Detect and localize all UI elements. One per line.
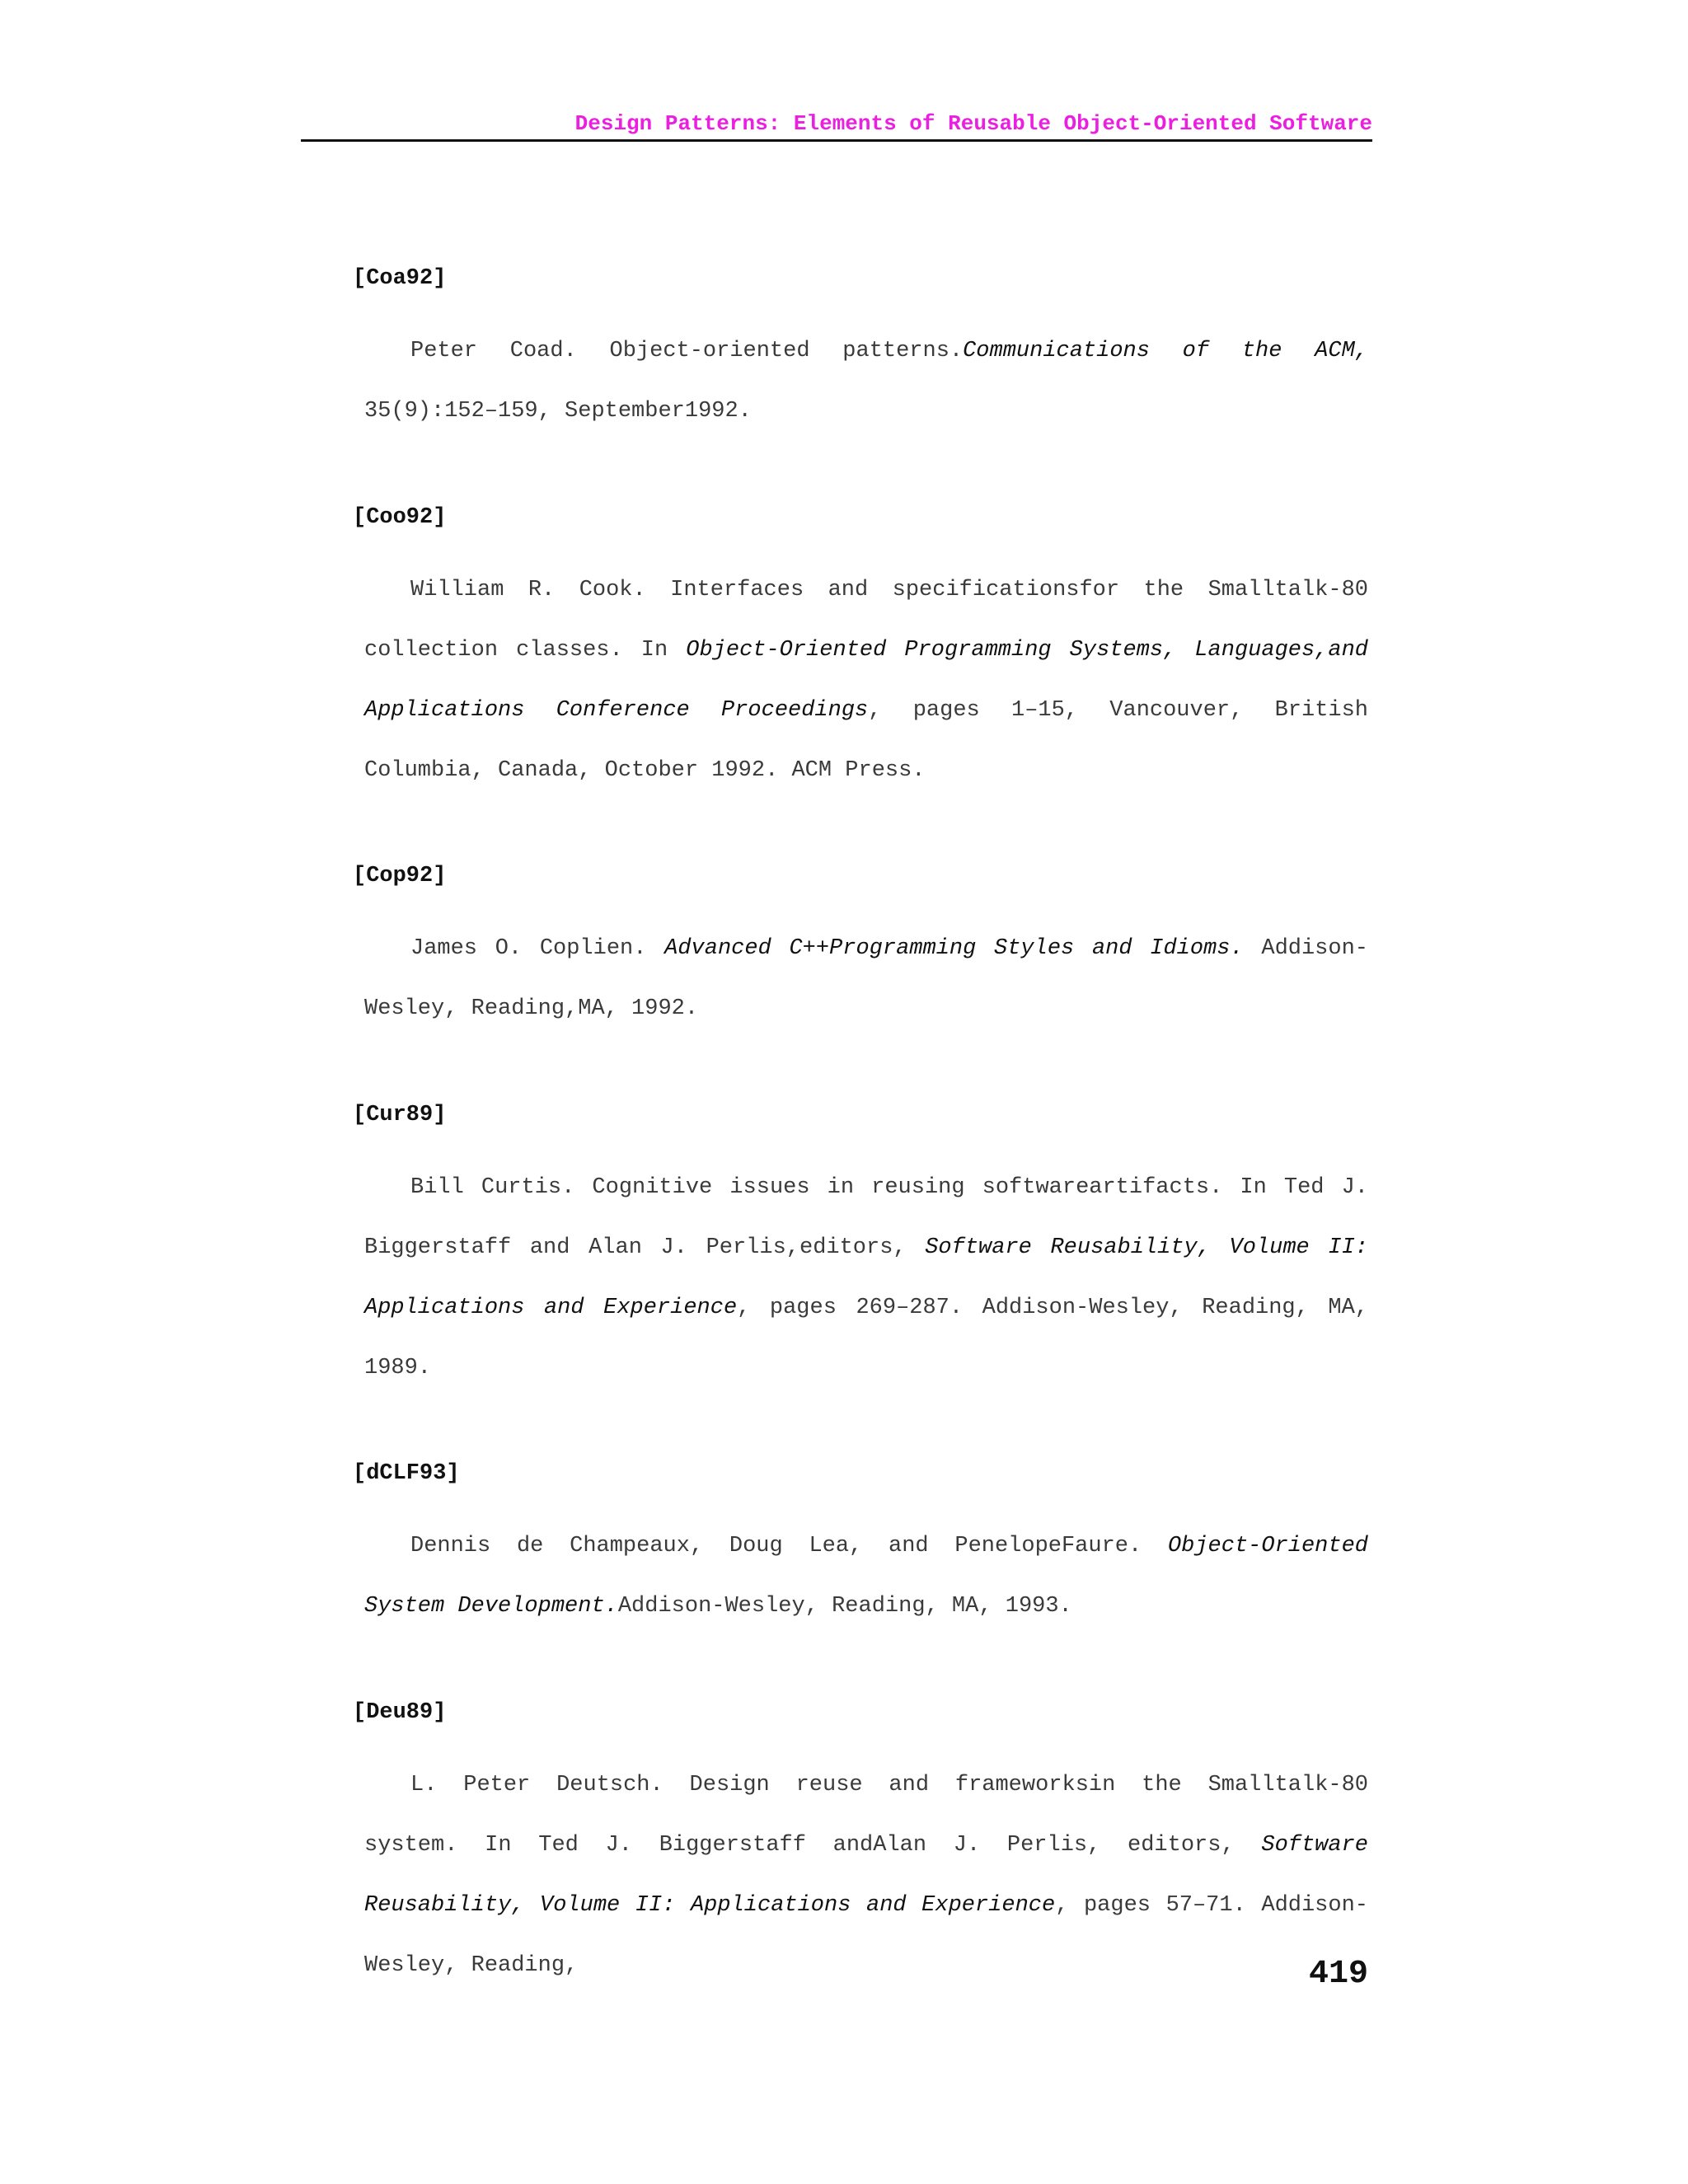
reference-text xyxy=(364,321,1368,442)
page-number: 419 xyxy=(1308,1956,1368,1993)
reference-entry-cur89 xyxy=(353,1099,1368,1399)
reference-text-italic: Software Reusability, Volume II: Applications and Experience xyxy=(364,1833,1368,1918)
reference-text-plain: 35(9):152–159, September1992. xyxy=(364,399,752,424)
reference-text-plain: Peter Coad. Object-oriented patterns. xyxy=(410,339,964,363)
reference-text-italic: Object-Oriented Programming Systems, Languages,and Applications Conference Proceedings xyxy=(364,638,1368,723)
reference-text-plain: Addison-Wesley, Reading, MA, 1993. xyxy=(617,1594,1072,1619)
reference-entry-coo92 xyxy=(353,501,1368,801)
reference-text xyxy=(364,1516,1368,1637)
reference-text-plain: Dennis de Champeaux, Doug Lea, and PenelopeFaure. xyxy=(410,1534,1168,1558)
reference-text-plain: William R. Cook. Interfaces and specificationsfor the Smalltalk-80 collection classes. In xyxy=(364,578,1368,663)
reference-entry-cop92 xyxy=(353,860,1368,1039)
reference-text xyxy=(364,560,1368,801)
running-header: Design Patterns: Elements of Reusable Object-Oriented Software xyxy=(574,111,1372,136)
reference-text-plain: , pages 269–287. Addison-Wesley, Reading, MA, 1989. xyxy=(364,1296,1368,1380)
reference-text-italic: Advanced C++Programming Styles and Idioms. xyxy=(664,936,1244,961)
reference-text-italic: Communications of the ACM, xyxy=(963,339,1368,363)
reference-text-plain: L. Peter Deutsch. Design reuse and frameworksin the Smalltalk-80 system. In Ted J. Biggerstaff andAlan J. Perlis, editors, xyxy=(364,1773,1368,1858)
reference-text xyxy=(364,919,1368,1039)
reference-key: [dCLF93] xyxy=(353,1461,460,1486)
reference-key: [Coo92] xyxy=(353,505,447,530)
reference-text-plain: Bill Curtis. Cognitive issues in reusing softwareartifacts. In Ted J. Biggerstaff and Alan J. Perlis,editors, xyxy=(364,1175,1368,1260)
reference-key: [Cop92] xyxy=(353,864,447,888)
reference-text-plain: James O. Coplien. xyxy=(410,936,665,961)
reference-key: [Deu89] xyxy=(353,1700,447,1725)
reference-key: [Coa92] xyxy=(353,266,447,291)
reference-text-plain: , pages 57–71. Addison-Wesley, Reading, xyxy=(364,1893,1368,1978)
reference-entry-coa92 xyxy=(353,262,1368,442)
reference-key: [Cur89] xyxy=(353,1103,447,1127)
header-rule xyxy=(301,139,1372,142)
reference-text-plain: , pages 1–15, Vancouver, British Columbia, Canada, October 1992. ACM Press. xyxy=(364,698,1368,783)
reference-text xyxy=(364,1158,1368,1399)
reference-text-italic: Object-Oriented System Development. xyxy=(364,1534,1368,1619)
reference-text-italic: Software Reusability, Volume II: Applications and Experience xyxy=(364,1235,1368,1320)
reference-entry-dclf93 xyxy=(353,1457,1368,1637)
reference-text-plain: Addison-Wesley, Reading,MA, 1992. xyxy=(364,936,1368,1021)
